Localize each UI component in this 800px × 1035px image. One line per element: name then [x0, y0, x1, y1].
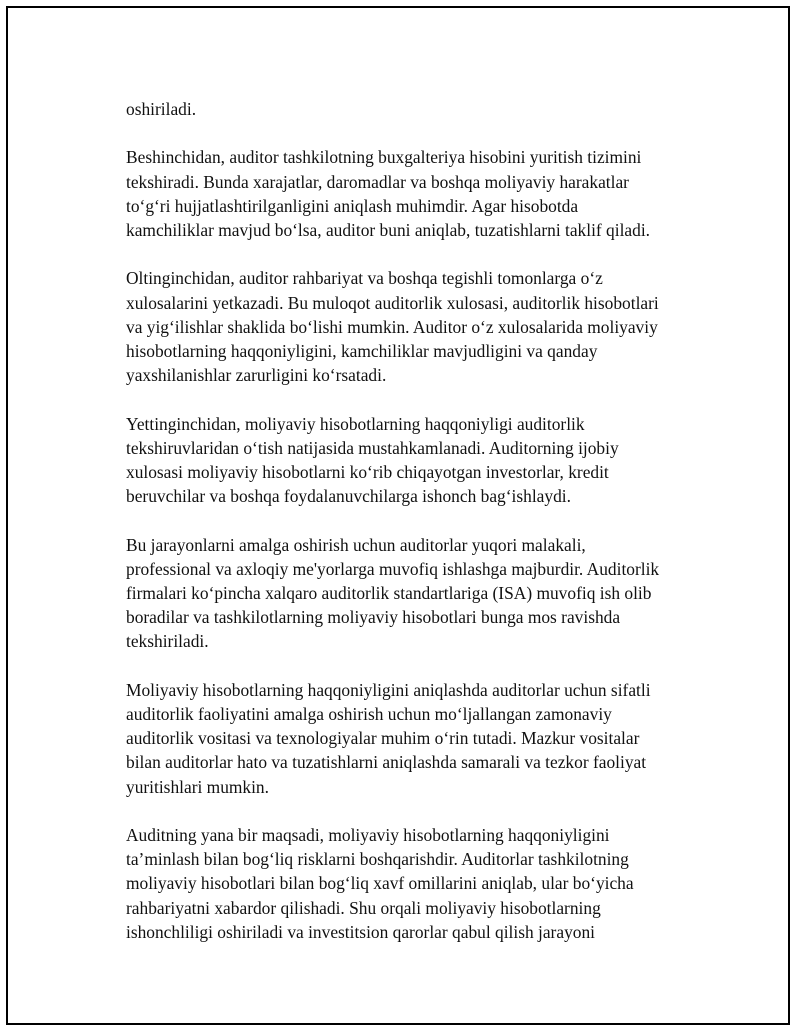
paragraph-4: Yettinginchidan, moliyaviy hisobotlarning haqqoniyligi auditorlik tekshiruvlaridan o‘tish natijasida mustahkamlanadi. Auditorning ijobiy xulosasi moliyaviy hisobotlarni ko‘rib chiqayotgan investorlar, kredit beruvchilar va boshqa foydalanuvchilarga ishonch bag‘ishlaydi.: [126, 413, 619, 507]
document-body: [126, 97, 716, 944]
paragraph-3: Oltinginchidan, auditor rahbariyat va boshqa tegishli tomonlarga o‘z xulosalarini yetkazadi. Bu muloqot auditorlik xulosasi, auditorlik hisobotlari va yig‘ilishlar shaklida bo‘lishi mumkin. Auditor o‘z xulosalarida moliyaviy hisobotlarning haqqoniyligini, kamchiliklar mavjudligini va qanday yaxshilanishlar zarurligini ko‘rsatadi.: [126, 268, 659, 386]
paragraph-6: Moliyaviy hisobotlarning haqqoniyligini aniqlashda auditorlar uchun sifatli auditorlik faoliyatini amalga oshirish uchun mo‘ljallangan zamonaviy auditorlik vositasi va texnologiyalar muhim o‘rin tutadi. Mazkur vositalar bilan auditorlar hato va tuzatishlarni aniqlashda samarali va tezkor faoliyat yuritishlari mumkin.: [126, 679, 651, 797]
paragraph-5: Bu jarayonlarni amalga oshirish uchun auditorlar yuqori malakali, professional va axloqiy me'yorlarga muvofiq ishlashga majburdir. Auditorlik firmalari ko‘pincha xalqaro auditorlik standartlariga (ISA) muvofiq ish olib boradilar va tashkilotlarning moliyaviy hisobotlari bunga mos ravishda tekshiriladi.: [126, 534, 660, 652]
paragraph-1: oshiriladi.: [126, 99, 197, 119]
page-frame: [6, 6, 790, 1025]
paragraph-7: Auditning yana bir maqsadi, moliyaviy hisobotlarning haqqoniyligini ta’minlash bilan bog‘liq risklarni boshqarishdir. Auditorlar tashkilotning moliyaviy hisobotlari bilan bog‘liq xavf omillarini aniqlab, ular bo‘yicha rahbariyatni xabardor qilishadi. Shu orqali moliyaviy hisobotlarning ishonchliligi oshiriladi va investitsion qarorlar qabul qilish jarayoni: [126, 825, 634, 942]
paragraph-2: Beshinchidan, auditor tashkilotning buxgalteriya hisobini yuritish tizimini tekshiradi. Bunda xarajatlar, daromadlar va boshqa moliyaviy harakatlar to‘g‘ri hujjatlashtirilganligini aniqlash muhimdir. Agar hisobotda kamchiliklar mavjud bo‘lsa, auditor buni aniqlab, tuzatishlarni taklif qiladi.: [126, 147, 651, 240]
